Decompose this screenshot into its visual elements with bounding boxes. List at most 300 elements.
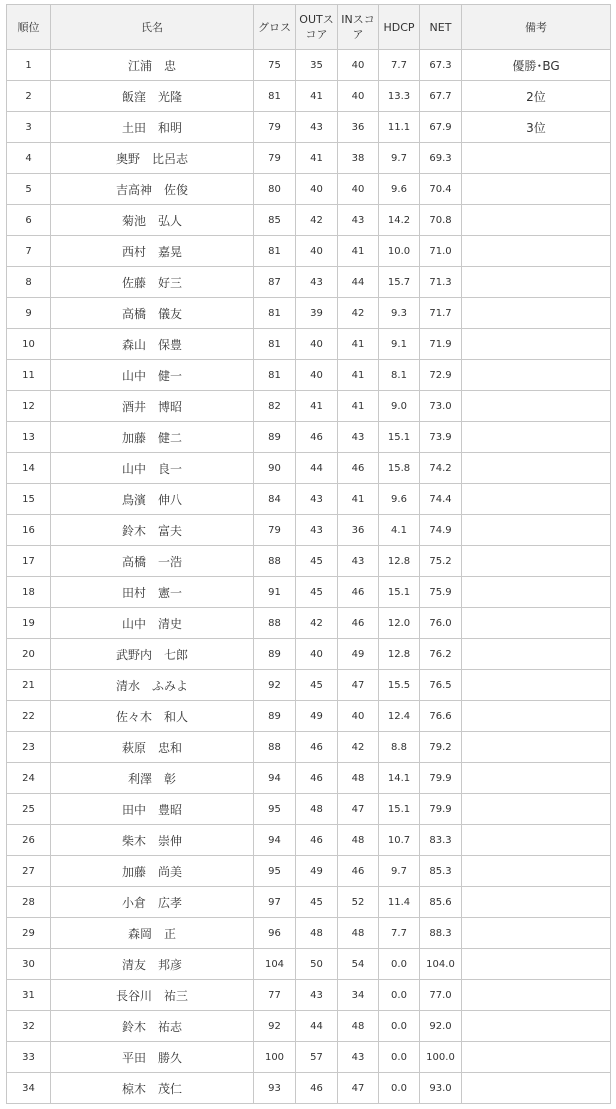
table-row	[7, 608, 611, 639]
out-score-cell: 45	[296, 546, 338, 577]
out-score-cell: 44	[296, 1011, 338, 1042]
table-row	[7, 1011, 611, 1042]
table-row	[7, 949, 611, 980]
out-score-cell: 46	[296, 763, 338, 794]
table-row	[7, 174, 611, 205]
header-note: 備考	[462, 5, 611, 50]
hdcp-cell: 9.7	[379, 856, 420, 887]
header-rank: 順位	[7, 5, 51, 50]
rank-cell: 13	[7, 422, 51, 453]
gross-score-cell: 84	[254, 484, 296, 515]
player-name-cell: 田村 憲一	[51, 577, 254, 608]
rank-cell: 28	[7, 887, 51, 918]
results-table	[6, 4, 611, 1104]
hdcp-cell: 10.0	[379, 236, 420, 267]
rank-cell: 7	[7, 236, 51, 267]
player-name-cell: 菊池 弘人	[51, 205, 254, 236]
hdcp-cell: 14.1	[379, 763, 420, 794]
table-row	[7, 577, 611, 608]
in-score-cell: 40	[338, 701, 379, 732]
net-score-cell: 69.3	[420, 143, 462, 174]
hdcp-cell: 9.1	[379, 329, 420, 360]
table-row	[7, 236, 611, 267]
note-cell	[462, 484, 611, 515]
rank-cell: 4	[7, 143, 51, 174]
net-score-cell: 83.3	[420, 825, 462, 856]
net-score-cell: 67.7	[420, 81, 462, 112]
player-name-cell: 奥野 比呂志	[51, 143, 254, 174]
rank-cell: 18	[7, 577, 51, 608]
in-score-cell: 46	[338, 577, 379, 608]
table-row	[7, 794, 611, 825]
table-row	[7, 391, 611, 422]
gross-score-cell: 97	[254, 887, 296, 918]
out-score-cell: 49	[296, 701, 338, 732]
header-hdcp: HDCP	[379, 5, 420, 50]
gross-score-cell: 81	[254, 360, 296, 391]
in-score-cell: 41	[338, 329, 379, 360]
in-score-cell: 36	[338, 515, 379, 546]
player-name-cell: 森岡 正	[51, 918, 254, 949]
table-row	[7, 670, 611, 701]
table-row	[7, 81, 611, 112]
note-cell	[462, 391, 611, 422]
hdcp-cell: 9.6	[379, 484, 420, 515]
note-cell	[462, 763, 611, 794]
player-name-cell: 武野内 七郎	[51, 639, 254, 670]
gross-score-cell: 88	[254, 732, 296, 763]
hdcp-cell: 8.1	[379, 360, 420, 391]
out-score-cell: 46	[296, 1073, 338, 1104]
hdcp-cell: 9.0	[379, 391, 420, 422]
hdcp-cell: 0.0	[379, 1042, 420, 1073]
out-score-cell: 43	[296, 980, 338, 1011]
net-score-cell: 79.9	[420, 763, 462, 794]
note-cell	[462, 701, 611, 732]
note-cell	[462, 949, 611, 980]
out-score-cell: 48	[296, 918, 338, 949]
gross-score-cell: 89	[254, 639, 296, 670]
net-score-cell: 71.9	[420, 329, 462, 360]
out-score-cell: 35	[296, 50, 338, 81]
rank-cell: 2	[7, 81, 51, 112]
hdcp-cell: 14.2	[379, 205, 420, 236]
note-cell	[462, 1011, 611, 1042]
table-row	[7, 112, 611, 143]
player-name-cell: 高橋 一浩	[51, 546, 254, 577]
header-out-score: OUTスコア	[296, 5, 338, 50]
hdcp-cell: 11.1	[379, 112, 420, 143]
gross-score-cell: 75	[254, 50, 296, 81]
player-name-cell: 佐々木 和人	[51, 701, 254, 732]
table-body	[7, 50, 611, 1104]
in-score-cell: 43	[338, 205, 379, 236]
rank-cell: 33	[7, 1042, 51, 1073]
player-name-cell: 加藤 健二	[51, 422, 254, 453]
gross-score-cell: 87	[254, 267, 296, 298]
in-score-cell: 40	[338, 81, 379, 112]
in-score-cell: 43	[338, 1042, 379, 1073]
in-score-cell: 42	[338, 732, 379, 763]
in-score-cell: 40	[338, 50, 379, 81]
note-cell	[462, 546, 611, 577]
out-score-cell: 40	[296, 174, 338, 205]
gross-score-cell: 94	[254, 763, 296, 794]
table-header	[7, 5, 611, 50]
net-score-cell: 67.9	[420, 112, 462, 143]
hdcp-cell: 11.4	[379, 887, 420, 918]
out-score-cell: 41	[296, 143, 338, 174]
player-name-cell: 長谷川 祐三	[51, 980, 254, 1011]
net-score-cell: 71.3	[420, 267, 462, 298]
rank-cell: 31	[7, 980, 51, 1011]
out-score-cell: 45	[296, 670, 338, 701]
out-score-cell: 42	[296, 205, 338, 236]
out-score-cell: 39	[296, 298, 338, 329]
hdcp-cell: 0.0	[379, 1011, 420, 1042]
gross-score-cell: 93	[254, 1073, 296, 1104]
in-score-cell: 48	[338, 1011, 379, 1042]
player-name-cell: 森山 保豊	[51, 329, 254, 360]
out-score-cell: 44	[296, 453, 338, 484]
gross-score-cell: 85	[254, 205, 296, 236]
net-score-cell: 79.2	[420, 732, 462, 763]
net-score-cell: 88.3	[420, 918, 462, 949]
in-score-cell: 41	[338, 484, 379, 515]
hdcp-cell: 12.8	[379, 546, 420, 577]
player-name-cell: 利澤 彰	[51, 763, 254, 794]
gross-score-cell: 88	[254, 608, 296, 639]
gross-score-cell: 81	[254, 81, 296, 112]
gross-score-cell: 94	[254, 825, 296, 856]
rank-cell: 15	[7, 484, 51, 515]
net-score-cell: 79.9	[420, 794, 462, 825]
gross-score-cell: 77	[254, 980, 296, 1011]
net-score-cell: 73.9	[420, 422, 462, 453]
gross-score-cell: 81	[254, 236, 296, 267]
player-name-cell: 山中 健一	[51, 360, 254, 391]
note-cell	[462, 360, 611, 391]
out-score-cell: 48	[296, 794, 338, 825]
player-name-cell: 佐藤 好三	[51, 267, 254, 298]
out-score-cell: 43	[296, 267, 338, 298]
in-score-cell: 48	[338, 763, 379, 794]
header-in-score: INスコア	[338, 5, 379, 50]
note-cell	[462, 453, 611, 484]
hdcp-cell: 13.3	[379, 81, 420, 112]
net-score-cell: 74.9	[420, 515, 462, 546]
table-row	[7, 453, 611, 484]
gross-score-cell: 96	[254, 918, 296, 949]
gross-score-cell: 104	[254, 949, 296, 980]
gross-score-cell: 92	[254, 1011, 296, 1042]
table-row	[7, 825, 611, 856]
hdcp-cell: 7.7	[379, 50, 420, 81]
rank-cell: 19	[7, 608, 51, 639]
note-cell	[462, 856, 611, 887]
player-name-cell: 田中 豊昭	[51, 794, 254, 825]
gross-score-cell: 90	[254, 453, 296, 484]
gross-score-cell: 89	[254, 701, 296, 732]
in-score-cell: 48	[338, 918, 379, 949]
gross-score-cell: 92	[254, 670, 296, 701]
note-cell	[462, 236, 611, 267]
table-row	[7, 515, 611, 546]
rank-cell: 10	[7, 329, 51, 360]
in-score-cell: 41	[338, 360, 379, 391]
net-score-cell: 92.0	[420, 1011, 462, 1042]
header-gross: グロス	[254, 5, 296, 50]
table-row	[7, 484, 611, 515]
table-row	[7, 50, 611, 81]
player-name-cell: 加藤 尚美	[51, 856, 254, 887]
table-row	[7, 918, 611, 949]
out-score-cell: 50	[296, 949, 338, 980]
table-row	[7, 205, 611, 236]
note-cell	[462, 205, 611, 236]
net-score-cell: 76.6	[420, 701, 462, 732]
in-score-cell: 48	[338, 825, 379, 856]
player-name-cell: 山中 清史	[51, 608, 254, 639]
player-name-cell: 鈴木 祐志	[51, 1011, 254, 1042]
in-score-cell: 41	[338, 391, 379, 422]
table-row	[7, 422, 611, 453]
in-score-cell: 52	[338, 887, 379, 918]
rank-cell: 12	[7, 391, 51, 422]
note-cell	[462, 329, 611, 360]
hdcp-cell: 9.6	[379, 174, 420, 205]
player-name-cell: 柴木 崇伸	[51, 825, 254, 856]
hdcp-cell: 8.8	[379, 732, 420, 763]
out-score-cell: 46	[296, 825, 338, 856]
rank-cell: 32	[7, 1011, 51, 1042]
table-row	[7, 298, 611, 329]
out-score-cell: 46	[296, 422, 338, 453]
gross-score-cell: 81	[254, 329, 296, 360]
table-row	[7, 763, 611, 794]
gross-score-cell: 79	[254, 515, 296, 546]
table-row	[7, 701, 611, 732]
hdcp-cell: 0.0	[379, 1073, 420, 1104]
note-cell	[462, 670, 611, 701]
hdcp-cell: 7.7	[379, 918, 420, 949]
out-score-cell: 45	[296, 577, 338, 608]
player-name-cell: 萩原 忠和	[51, 732, 254, 763]
rank-cell: 9	[7, 298, 51, 329]
player-name-cell: 飯窪 光隆	[51, 81, 254, 112]
net-score-cell: 70.8	[420, 205, 462, 236]
note-cell	[462, 608, 611, 639]
out-score-cell: 46	[296, 732, 338, 763]
hdcp-cell: 0.0	[379, 949, 420, 980]
table-row	[7, 639, 611, 670]
note-cell	[462, 143, 611, 174]
in-score-cell: 47	[338, 670, 379, 701]
hdcp-cell: 12.0	[379, 608, 420, 639]
in-score-cell: 49	[338, 639, 379, 670]
player-name-cell: 土田 和明	[51, 112, 254, 143]
hdcp-cell: 9.3	[379, 298, 420, 329]
player-name-cell: 鈴木 富夫	[51, 515, 254, 546]
hdcp-cell: 15.1	[379, 577, 420, 608]
out-score-cell: 43	[296, 484, 338, 515]
gross-score-cell: 79	[254, 112, 296, 143]
net-score-cell: 75.2	[420, 546, 462, 577]
out-score-cell: 43	[296, 112, 338, 143]
rank-cell: 26	[7, 825, 51, 856]
rank-cell: 20	[7, 639, 51, 670]
player-name-cell: 酒井 博昭	[51, 391, 254, 422]
net-score-cell: 76.2	[420, 639, 462, 670]
table-row	[7, 360, 611, 391]
out-score-cell: 49	[296, 856, 338, 887]
net-score-cell: 93.0	[420, 1073, 462, 1104]
net-score-cell: 74.2	[420, 453, 462, 484]
net-score-cell: 85.3	[420, 856, 462, 887]
in-score-cell: 46	[338, 608, 379, 639]
gross-score-cell: 82	[254, 391, 296, 422]
note-cell	[462, 422, 611, 453]
in-score-cell: 47	[338, 1073, 379, 1104]
rank-cell: 11	[7, 360, 51, 391]
gross-score-cell: 95	[254, 856, 296, 887]
hdcp-cell: 15.1	[379, 422, 420, 453]
out-score-cell: 42	[296, 608, 338, 639]
gross-score-cell: 79	[254, 143, 296, 174]
note-cell: 優勝･BG	[462, 50, 611, 81]
rank-cell: 23	[7, 732, 51, 763]
note-cell	[462, 267, 611, 298]
net-score-cell: 85.6	[420, 887, 462, 918]
rank-cell: 34	[7, 1073, 51, 1104]
gross-score-cell: 91	[254, 577, 296, 608]
note-cell	[462, 1073, 611, 1104]
table-row	[7, 887, 611, 918]
net-score-cell: 73.0	[420, 391, 462, 422]
hdcp-cell: 4.1	[379, 515, 420, 546]
note-cell	[462, 918, 611, 949]
net-score-cell: 77.0	[420, 980, 462, 1011]
note-cell	[462, 515, 611, 546]
table-row	[7, 267, 611, 298]
note-cell	[462, 980, 611, 1011]
out-score-cell: 41	[296, 81, 338, 112]
in-score-cell: 42	[338, 298, 379, 329]
player-name-cell: 椋木 茂仁	[51, 1073, 254, 1104]
rank-cell: 22	[7, 701, 51, 732]
gross-score-cell: 88	[254, 546, 296, 577]
note-cell	[462, 825, 611, 856]
gross-score-cell: 81	[254, 298, 296, 329]
player-name-cell: 鳥濱 伸八	[51, 484, 254, 515]
header-row	[7, 5, 611, 50]
hdcp-cell: 0.0	[379, 980, 420, 1011]
player-name-cell: 清水 ふみよ	[51, 670, 254, 701]
hdcp-cell: 15.8	[379, 453, 420, 484]
player-name-cell: 山中 良一	[51, 453, 254, 484]
table-row	[7, 1073, 611, 1104]
net-score-cell: 71.7	[420, 298, 462, 329]
header-net: NET	[420, 5, 462, 50]
note-cell	[462, 174, 611, 205]
in-score-cell: 34	[338, 980, 379, 1011]
player-name-cell: 清友 邦彦	[51, 949, 254, 980]
out-score-cell: 40	[296, 639, 338, 670]
gross-score-cell: 89	[254, 422, 296, 453]
rank-cell: 8	[7, 267, 51, 298]
in-score-cell: 43	[338, 546, 379, 577]
note-cell	[462, 1042, 611, 1073]
hdcp-cell: 12.4	[379, 701, 420, 732]
player-name-cell: 吉高神 佐俊	[51, 174, 254, 205]
hdcp-cell: 15.7	[379, 267, 420, 298]
table-row	[7, 143, 611, 174]
note-cell	[462, 732, 611, 763]
in-score-cell: 36	[338, 112, 379, 143]
rank-cell: 5	[7, 174, 51, 205]
net-score-cell: 70.4	[420, 174, 462, 205]
rank-cell: 6	[7, 205, 51, 236]
rank-cell: 14	[7, 453, 51, 484]
hdcp-cell: 15.1	[379, 794, 420, 825]
in-score-cell: 54	[338, 949, 379, 980]
rank-cell: 24	[7, 763, 51, 794]
note-cell	[462, 887, 611, 918]
net-score-cell: 104.0	[420, 949, 462, 980]
gross-score-cell: 100	[254, 1042, 296, 1073]
gross-score-cell: 95	[254, 794, 296, 825]
table-row	[7, 856, 611, 887]
note-cell	[462, 577, 611, 608]
rank-cell: 1	[7, 50, 51, 81]
out-score-cell: 40	[296, 329, 338, 360]
rank-cell: 30	[7, 949, 51, 980]
gross-score-cell: 80	[254, 174, 296, 205]
in-score-cell: 38	[338, 143, 379, 174]
net-score-cell: 72.9	[420, 360, 462, 391]
rank-cell: 25	[7, 794, 51, 825]
net-score-cell: 74.4	[420, 484, 462, 515]
note-cell	[462, 794, 611, 825]
net-score-cell: 67.3	[420, 50, 462, 81]
in-score-cell: 41	[338, 236, 379, 267]
in-score-cell: 43	[338, 422, 379, 453]
player-name-cell: 小倉 広孝	[51, 887, 254, 918]
hdcp-cell: 12.8	[379, 639, 420, 670]
out-score-cell: 43	[296, 515, 338, 546]
out-score-cell: 40	[296, 236, 338, 267]
net-score-cell: 76.0	[420, 608, 462, 639]
header-name: 氏名	[51, 5, 254, 50]
net-score-cell: 75.9	[420, 577, 462, 608]
in-score-cell: 46	[338, 856, 379, 887]
in-score-cell: 44	[338, 267, 379, 298]
player-name-cell: 江浦 忠	[51, 50, 254, 81]
net-score-cell: 76.5	[420, 670, 462, 701]
note-cell	[462, 639, 611, 670]
note-cell	[462, 298, 611, 329]
note-cell: 2位	[462, 81, 611, 112]
in-score-cell: 40	[338, 174, 379, 205]
out-score-cell: 57	[296, 1042, 338, 1073]
table-row	[7, 546, 611, 577]
out-score-cell: 41	[296, 391, 338, 422]
table-row	[7, 732, 611, 763]
player-name-cell: 西村 嘉晃	[51, 236, 254, 267]
table-row	[7, 980, 611, 1011]
rank-cell: 27	[7, 856, 51, 887]
rank-cell: 17	[7, 546, 51, 577]
